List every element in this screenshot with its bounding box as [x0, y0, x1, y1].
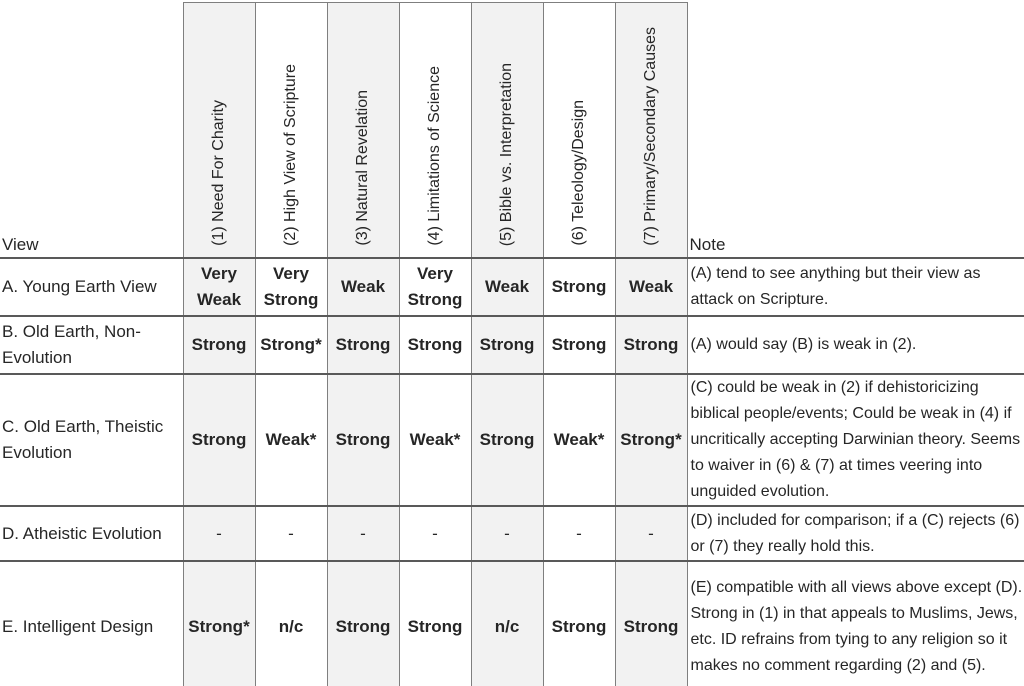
- row-label: A. Young Earth View: [0, 258, 183, 316]
- criterion-header-6: [543, 3, 615, 259]
- rating-cell: Strong: [399, 316, 471, 374]
- rating-cell: n/c: [471, 561, 543, 686]
- rating-cell: Weak*: [543, 374, 615, 506]
- note-cell: (C) could be weak in (2) if dehistoricizing biblical people/events; Could be weak in (4) if uncritically accepting Darwinian theory. Seems to waiver in (6) & (7) at times veering into unguided evolution.: [687, 374, 1024, 506]
- rating-cell: Strong: [327, 316, 399, 374]
- rating-cell: Strong: [543, 561, 615, 686]
- rating-cell: Very Strong: [399, 258, 471, 316]
- row-label: D. Atheistic Evolution: [0, 506, 183, 561]
- rating-cell: Weak: [327, 258, 399, 316]
- rating-cell: Strong: [543, 258, 615, 316]
- row-label: C. Old Earth, Theistic Evolution: [0, 374, 183, 506]
- rating-cell: Weak*: [399, 374, 471, 506]
- rating-cell: Strong: [471, 374, 543, 506]
- rating-cell: -: [399, 506, 471, 561]
- header-row: [0, 3, 1024, 259]
- rating-cell: -: [543, 506, 615, 561]
- rating-cell: Strong: [543, 316, 615, 374]
- rating-cell: Strong: [327, 561, 399, 686]
- rating-cell: Strong: [471, 316, 543, 374]
- rating-cell: Strong: [183, 374, 255, 506]
- criterion-header-7: [615, 3, 687, 259]
- criterion-header-2-label: (2) High View of Scripture: [282, 64, 299, 246]
- criterion-header-5: [471, 3, 543, 259]
- table-row-old-earth-non-evolution: [0, 316, 1024, 374]
- table-row-intelligent-design: [0, 561, 1024, 686]
- rating-cell: Strong*: [183, 561, 255, 686]
- rating-cell: -: [327, 506, 399, 561]
- rating-cell: Strong: [399, 561, 471, 686]
- criterion-header-3-label: (3) Natural Revelation: [354, 90, 371, 246]
- rating-cell: Strong*: [255, 316, 327, 374]
- rating-cell: n/c: [255, 561, 327, 686]
- note-cell: (A) would say (B) is weak in (2).: [687, 316, 1024, 374]
- criterion-header-7-label: (7) Primary/Secondary Causes: [642, 27, 659, 246]
- view-column-header: View: [0, 3, 183, 259]
- rating-cell: -: [183, 506, 255, 561]
- row-label: B. Old Earth, Non-Evolution: [0, 316, 183, 374]
- rating-cell: Very Weak: [183, 258, 255, 316]
- criterion-header-1-label: (1) Need For Charity: [210, 100, 227, 246]
- views-comparison-table: [0, 2, 1024, 686]
- rating-cell: Strong: [183, 316, 255, 374]
- rating-cell: Strong: [327, 374, 399, 506]
- rating-cell: -: [255, 506, 327, 561]
- rating-cell: Strong: [615, 561, 687, 686]
- criterion-header-6-label: (6) Teleology/Design: [570, 100, 587, 246]
- criterion-header-4-label: (4) Limitations of Science: [426, 66, 443, 246]
- criterion-header-1: [183, 3, 255, 259]
- rating-cell: Strong: [615, 316, 687, 374]
- note-cell: (A) tend to see anything but their view as attack on Scripture.: [687, 258, 1024, 316]
- criterion-header-4: [399, 3, 471, 259]
- note-cell: (E) compatible with all views above except (D). Strong in (1) in that appeals to Muslims, Jews, etc. ID refrains from tying to any religion so it makes no comment regarding (2) and (5).: [687, 561, 1024, 686]
- rating-cell: Strong*: [615, 374, 687, 506]
- table-row-atheistic-evolution: [0, 506, 1024, 561]
- rating-cell: Weak: [615, 258, 687, 316]
- criterion-header-3: [327, 3, 399, 259]
- rating-cell: -: [471, 506, 543, 561]
- rating-cell: Weak: [471, 258, 543, 316]
- note-cell: (D) included for comparison; if a (C) rejects (6) or (7) they really hold this.: [687, 506, 1024, 561]
- row-label: E. Intelligent Design: [0, 561, 183, 686]
- rating-cell: Very Strong: [255, 258, 327, 316]
- rating-cell: Weak*: [255, 374, 327, 506]
- table-row-young-earth: [0, 258, 1024, 316]
- table-row-old-earth-theistic-evolution: [0, 374, 1024, 506]
- rating-cell: -: [615, 506, 687, 561]
- criterion-header-2: [255, 3, 327, 259]
- note-column-header: Note: [687, 3, 1024, 259]
- criterion-header-5-label: (5) Bible vs. Interpretation: [498, 62, 515, 246]
